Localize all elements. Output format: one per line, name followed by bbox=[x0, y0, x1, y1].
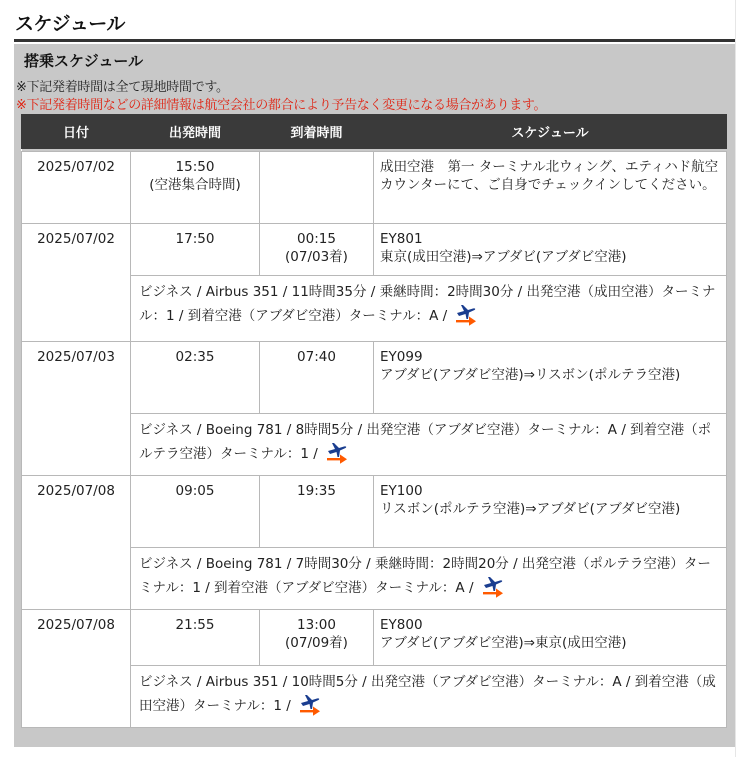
table-header-row bbox=[22, 115, 727, 149]
flight-departure-time: 02:35 bbox=[131, 342, 260, 414]
departing-plane-icon[interactable] bbox=[481, 576, 505, 598]
header-date: 日付 bbox=[22, 115, 131, 149]
flight-arrival-time: 07:40 bbox=[297, 349, 336, 365]
flight-departure-time: 17:50 bbox=[131, 224, 260, 276]
flight-arrival-time: 19:35 bbox=[297, 483, 336, 499]
departing-plane-icon[interactable] bbox=[298, 694, 322, 716]
flight-schedule-cell bbox=[374, 342, 727, 414]
change-warning-note: ※下記発着時間などの詳細情報は航空会社の都合により予告なく変更になる場合があります。 bbox=[16, 98, 547, 113]
scrollbar-edge bbox=[735, 0, 736, 757]
checkin-arrival-cell bbox=[260, 152, 374, 224]
local-time-note: ※下記発着時間は全て現地時間です。 bbox=[16, 80, 229, 95]
flight-arrival-note: (07/09着) bbox=[285, 635, 348, 651]
flight-departure-time: 21:55 bbox=[131, 610, 260, 666]
flight-number: EY801 bbox=[380, 231, 423, 247]
flight-number: EY099 bbox=[380, 349, 423, 365]
flight-schedule-cell bbox=[374, 224, 727, 276]
header-schedule: スケジュール bbox=[374, 115, 727, 149]
flight-route: リスボン(ポルテラ空港)⇒アブダビ(アブダビ空港) bbox=[380, 501, 681, 517]
flight-arrival-cell bbox=[260, 476, 374, 548]
flight-schedule-cell bbox=[374, 610, 727, 666]
checkin-date: 2025/07/02 bbox=[22, 152, 131, 224]
flight-number: EY800 bbox=[380, 617, 423, 633]
departing-plane-icon[interactable] bbox=[454, 304, 478, 326]
page-title: スケジュール bbox=[15, 13, 125, 35]
schedule-table bbox=[21, 114, 727, 728]
flight-arrival-note: (07/03着) bbox=[285, 249, 348, 265]
flight-date: 2025/07/08 bbox=[22, 610, 131, 728]
checkin-departure-note: (空港集合時間) bbox=[149, 177, 241, 193]
flight-row bbox=[22, 224, 727, 276]
flight-row bbox=[22, 342, 727, 414]
flight-details: ビジネス / Boeing 781 / 8時間5分 / 出発空港（アブダビ空港）ターミナル：A / 到着空港（ポルテラ空港）ターミナル：1 / bbox=[139, 422, 712, 462]
checkin-departure-cell bbox=[131, 152, 260, 224]
flight-detail-cell bbox=[131, 276, 727, 342]
checkin-departure-time: 15:50 bbox=[175, 159, 215, 175]
boarding-schedule-panel bbox=[14, 44, 735, 747]
flight-route: アブダビ(アブダビ空港)⇒リスボン(ポルテラ空港) bbox=[380, 367, 681, 383]
flight-arrival-cell bbox=[260, 342, 374, 414]
header-departure: 出発時間 bbox=[131, 115, 260, 149]
flight-details: ビジネス / Boeing 781 / 7時間30分 / 乗継時間：2時間20分 / 出発空港（ポルテラ空港）ターミナル：1 / 到着空港（アブダビ空港）ターミナル：A / bbox=[139, 556, 711, 596]
flight-detail-cell bbox=[131, 548, 727, 610]
flight-arrival-cell bbox=[260, 224, 374, 276]
flight-departure-time: 09:05 bbox=[131, 476, 260, 548]
flight-date: 2025/07/03 bbox=[22, 342, 131, 476]
checkin-row bbox=[22, 152, 727, 224]
flight-detail-cell bbox=[131, 666, 727, 728]
flight-detail-cell bbox=[131, 414, 727, 476]
flight-arrival-cell bbox=[260, 610, 374, 666]
flight-number: EY100 bbox=[380, 483, 423, 499]
title-divider bbox=[14, 39, 735, 42]
flight-row bbox=[22, 610, 727, 666]
checkin-instructions: 成田空港 第一 ターミナル北ウィング、エティハド航空カウンターにて、ご自身でチェックインしてください。 bbox=[374, 152, 727, 224]
departing-plane-icon[interactable] bbox=[325, 442, 349, 464]
flight-date: 2025/07/08 bbox=[22, 476, 131, 610]
flight-details: ビジネス / Airbus 351 / 10時間5分 / 出発空港（アブダビ空港）ターミナル：A / 到着空港（成田空港）ターミナル：1 / bbox=[139, 674, 716, 714]
flight-date: 2025/07/02 bbox=[22, 224, 131, 342]
flight-schedule-cell bbox=[374, 476, 727, 548]
flight-route: 東京(成田空港)⇒アブダビ(アブダビ空港) bbox=[380, 249, 627, 265]
panel-title: 搭乗スケジュール bbox=[24, 52, 144, 70]
flight-details: ビジネス / Airbus 351 / 11時間35分 / 乗継時間：2時間30分 / 出発空港（成田空港）ターミナル：1 / 到着空港（アブダビ空港）ターミナル：A / bbox=[139, 284, 716, 324]
flight-route: アブダビ(アブダビ空港)⇒東京(成田空港) bbox=[380, 635, 627, 651]
header-arrival: 到着時間 bbox=[260, 115, 374, 149]
flight-arrival-time: 13:00 bbox=[297, 617, 336, 633]
flight-row bbox=[22, 476, 727, 548]
flight-arrival-time: 00:15 bbox=[297, 231, 336, 247]
